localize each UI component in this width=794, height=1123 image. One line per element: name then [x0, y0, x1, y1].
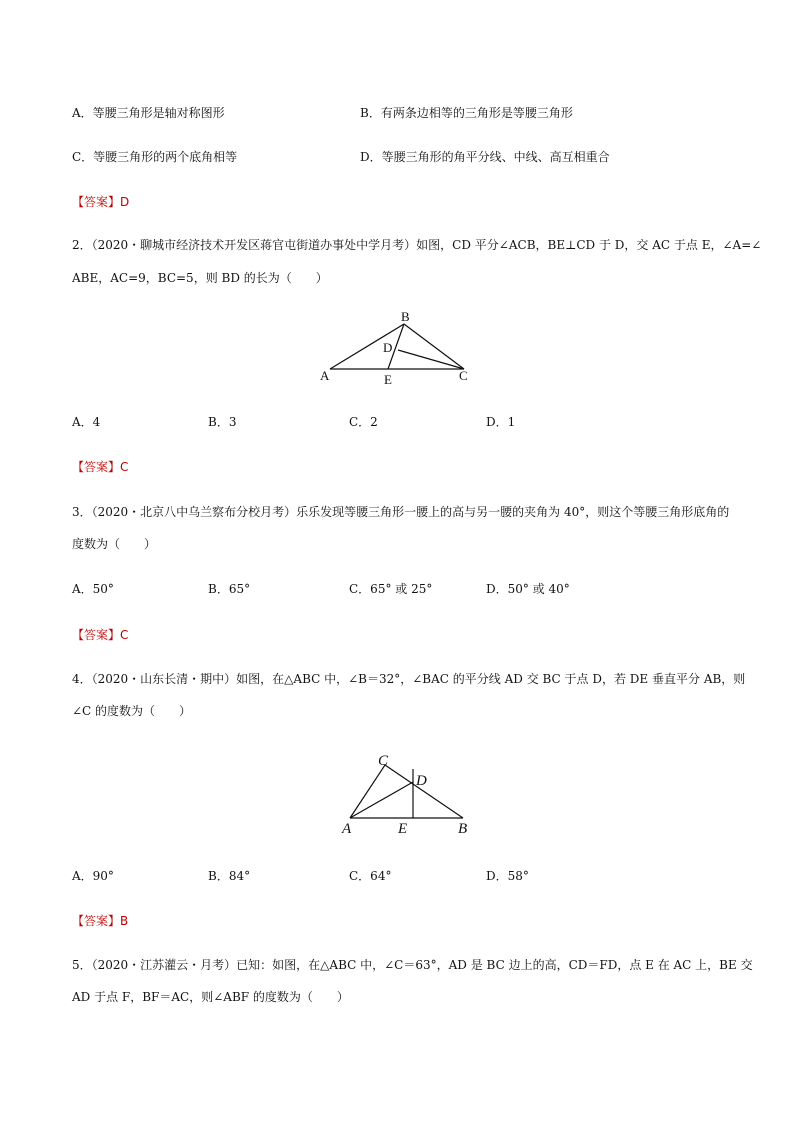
q1-option-c: C．等腰三角形的两个底角相等 — [72, 150, 238, 164]
q1-option-d: D．等腰三角形的角平分线、中线、高互相重合 — [360, 150, 610, 164]
q3-option-d: D．50° 或 40° — [486, 582, 570, 596]
q4-option-b: B．84° — [208, 869, 251, 883]
label-a: A — [342, 821, 352, 837]
label-c: C — [459, 368, 468, 383]
label-d: D — [416, 773, 427, 789]
q3-option-c: C．65° 或 25° — [349, 582, 433, 596]
label-c: C — [378, 753, 389, 769]
q4-figure — [335, 745, 485, 840]
q3-stem-line2: 度数为（ ） — [72, 537, 157, 551]
segment-ac — [350, 765, 385, 818]
q3-stem-line1: 3．（2020・北京八中乌兰察布分校月考）乐乐发现等腰三角形一腰上的高与另一腰的夹角为 40°，则这个等腰三角形底角的 — [72, 505, 730, 519]
q2-stem-line2: ABE，AC=9，BC=5，则 BD 的长为（ ） — [72, 271, 328, 285]
q2-option-b: B．3 — [208, 415, 237, 429]
q2-answer: 【答案】C — [72, 460, 129, 474]
segment-ad — [350, 782, 413, 818]
q4-option-d: D．58° — [486, 869, 529, 883]
segment-cd — [398, 350, 464, 369]
q3-option-b: B．65° — [208, 582, 251, 596]
q3-answer: 【答案】C — [72, 628, 129, 642]
segment-bc — [404, 324, 464, 369]
q1-option-a: A．等腰三角形是轴对称图形 — [72, 106, 225, 120]
label-a: A — [320, 368, 330, 383]
q4-option-a: A．90° — [72, 869, 114, 883]
label-e: E — [398, 821, 408, 837]
q5-stem-line1: 5．（2020・江苏灌云・月考）已知：如图，在△ABC 中，∠C＝63°，AD 是 BC 边上的高，CD＝FD，点 E 在 AC 上，BE 交 — [72, 958, 753, 972]
q4-option-c: C．64° — [349, 869, 392, 883]
q4-stem-line2: ∠C 的度数为（ ） — [72, 704, 192, 718]
label-d: D — [383, 340, 393, 355]
label-b: B — [401, 309, 410, 324]
q4-stem-line1: 4．（2020・山东长清・期中）如图，在△ABC 中，∠B＝32°，∠BAC 的平分线 AD 交 BC 于点 D，若 DE 垂直平分 AB，则 — [72, 672, 746, 686]
q1-answer: 【答案】D — [72, 195, 130, 209]
label-b: B — [458, 821, 468, 837]
q2-figure — [312, 305, 482, 390]
q3-option-a: A．50° — [72, 582, 114, 596]
q2-option-d: D．1 — [486, 415, 516, 429]
q2-option-c: C．2 — [349, 415, 378, 429]
q2-stem-line1: 2．（2020・聊城市经济技术开发区蒋官屯街道办事处中学月考）如图，CD 平分∠ACB，BE⊥CD 于 D，交 AC 于点 E，∠A=∠ — [72, 238, 762, 252]
q2-option-a: A．4 — [72, 415, 101, 429]
q4-answer: 【答案】B — [72, 914, 129, 928]
segment-ab — [330, 324, 404, 369]
label-e: E — [384, 372, 392, 387]
q5-stem-line2: AD 于点 F，BF＝AC，则∠ABF 的度数为（ ） — [72, 990, 349, 1004]
q1-option-b: B．有两条边相等的三角形是等腰三角形 — [360, 106, 573, 120]
